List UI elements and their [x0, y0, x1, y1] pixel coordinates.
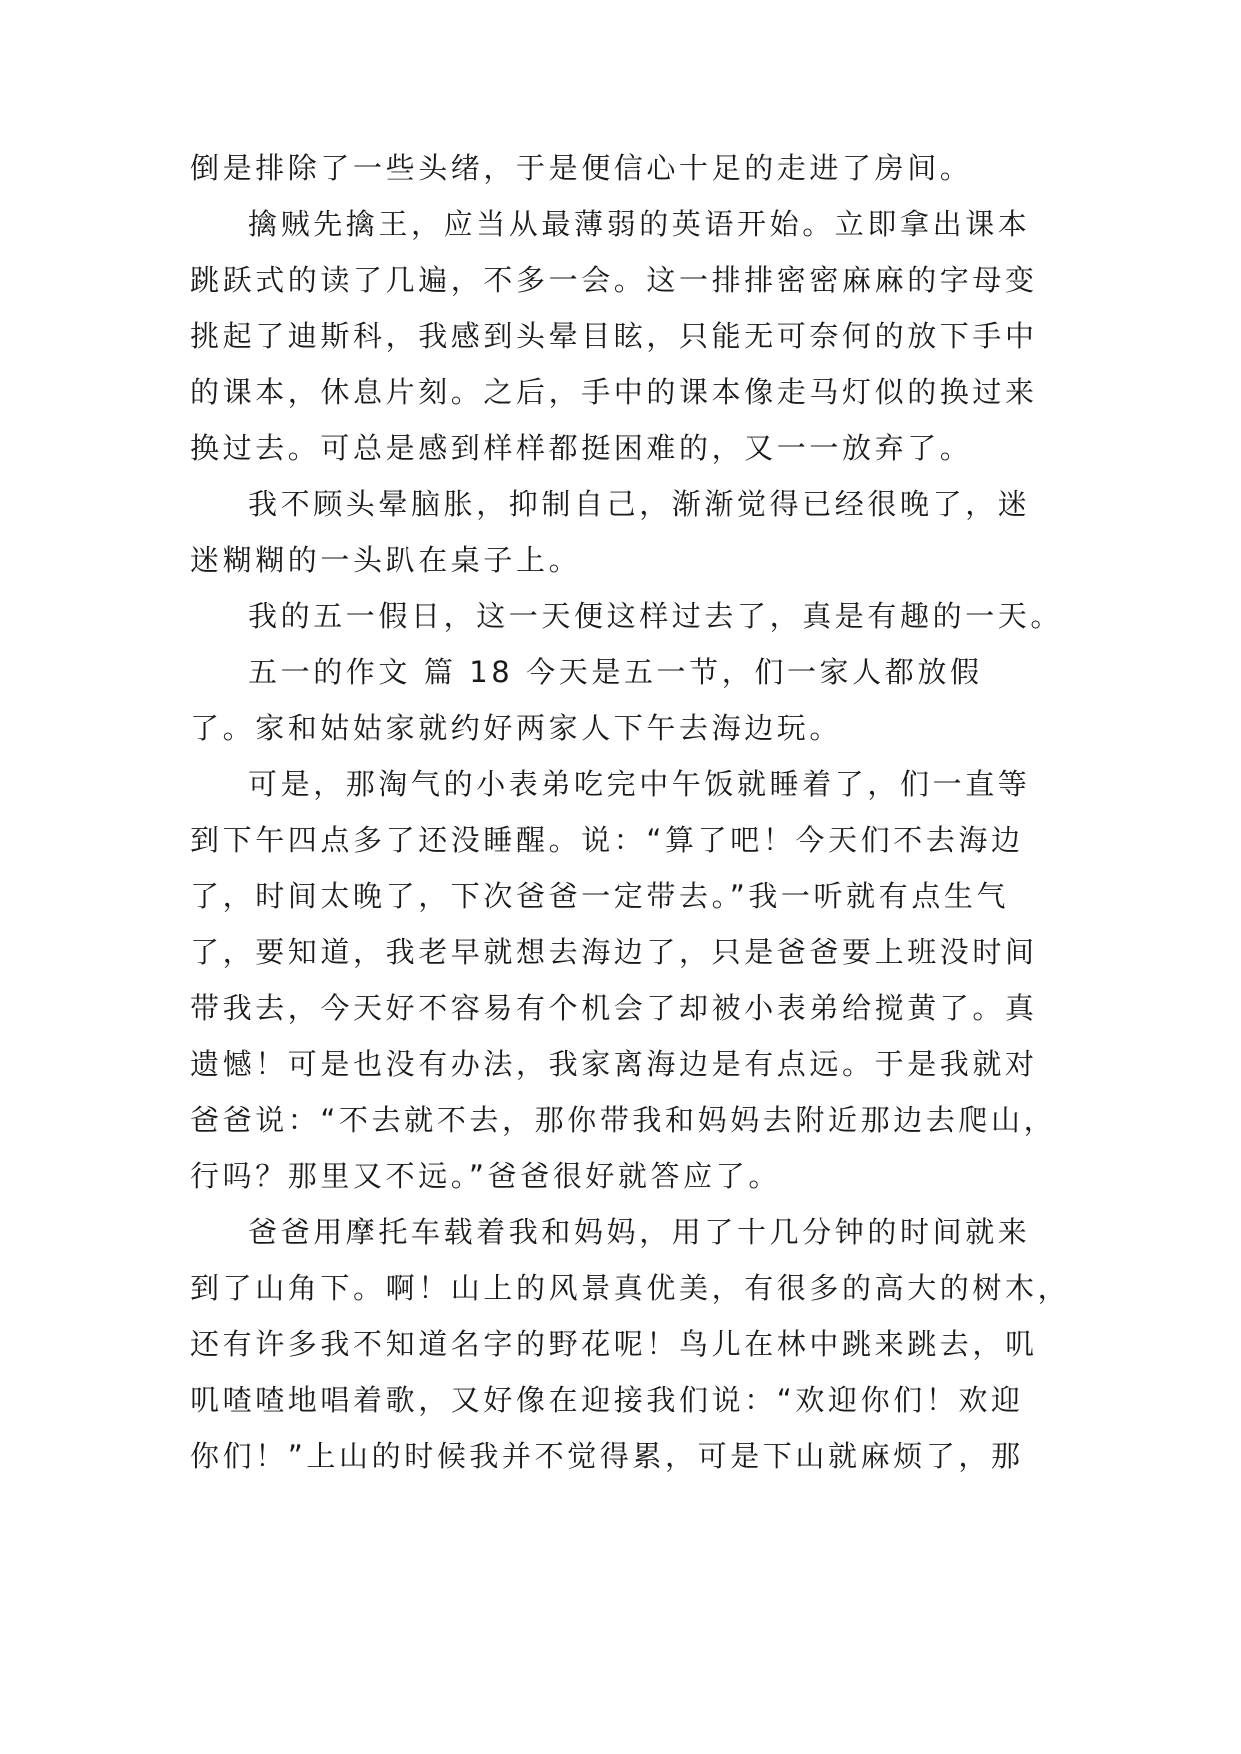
text-line: 擒贼先擒王，应当从最薄弱的英语开始。立即拿出课本 — [248, 207, 1031, 241]
text-line: 行吗？那里又不远。”爸爸很好就答应了。 — [190, 1159, 781, 1193]
text-line: 的课本，休息片刻。之后，手中的课本像走马灯似的换过来 — [190, 375, 1038, 409]
text-line: 到下午四点多了还没睡醒。说：“算了吧！今天们不去海边 — [190, 823, 1024, 857]
text-line: 了，时间太晚了，下次爸爸一定带去。”我一听就有点生气 — [190, 879, 1010, 913]
text-line: 五一的作文 篇 18 今天是五一节，们一家人都放假 — [248, 655, 983, 689]
text-line: 了，要知道，我老早就想去海边了，只是爸爸要上班没时间 — [190, 935, 1038, 969]
text-line: 带我去，今天好不容易有个机会了却被小表弟给搅黄了。真 — [190, 991, 1038, 1025]
body-text — [190, 140, 1071, 1484]
text-line: 倒是排除了一些头绪，于是便信心十足的走进了房间。 — [190, 151, 973, 185]
text-line: 爸爸说：“不去就不去，那你带我和妈妈去附近那边去爬山， — [190, 1103, 1057, 1137]
text-line: 到了山角下。啊！山上的风景真优美，有很多的高大的树木， — [190, 1271, 1071, 1305]
text-line: 了。家和姑姑家就约好两家人下午去海边玩。 — [190, 711, 843, 745]
text-line: 跳跃式的读了几遍，不多一会。这一排排密密麻麻的字母变 — [190, 263, 1038, 297]
text-line: 可是，那淘气的小表弟吃完中午饭就睡着了，们一直等 — [248, 767, 1031, 801]
text-line: 还有许多我不知道名字的野花呢！鸟儿在林中跳来跳去，叽 — [190, 1327, 1038, 1361]
text-line: 叽喳喳地唱着歌，又好像在迎接我们说：“欢迎你们！欢迎 — [190, 1383, 1024, 1417]
text-line: 你们！”上山的时候我并不觉得累，可是下山就麻烦了，那 — [190, 1439, 1024, 1473]
text-line: 换过去。可总是感到样样都挺困难的，又一一放弃了。 — [190, 431, 973, 465]
text-line: 挑起了迪斯科，我感到头晕目眩，只能无可奈何的放下手中 — [190, 319, 1038, 353]
text-line: 遗憾！可是也没有办法，我家离海边是有点远。于是我就对 — [190, 1047, 1038, 1081]
text-line: 我的五一假日，这一天便这样过去了，真是有趣的一天。 — [248, 599, 1064, 633]
text-line: 迷糊糊的一头趴在桌子上。 — [190, 543, 582, 577]
text-line: 我不顾头晕脑胀，抑制自己，渐渐觉得已经很晚了，迷 — [248, 487, 1031, 521]
text-line: 爸爸用摩托车载着我和妈妈，用了十几分钟的时间就来 — [248, 1215, 1031, 1249]
